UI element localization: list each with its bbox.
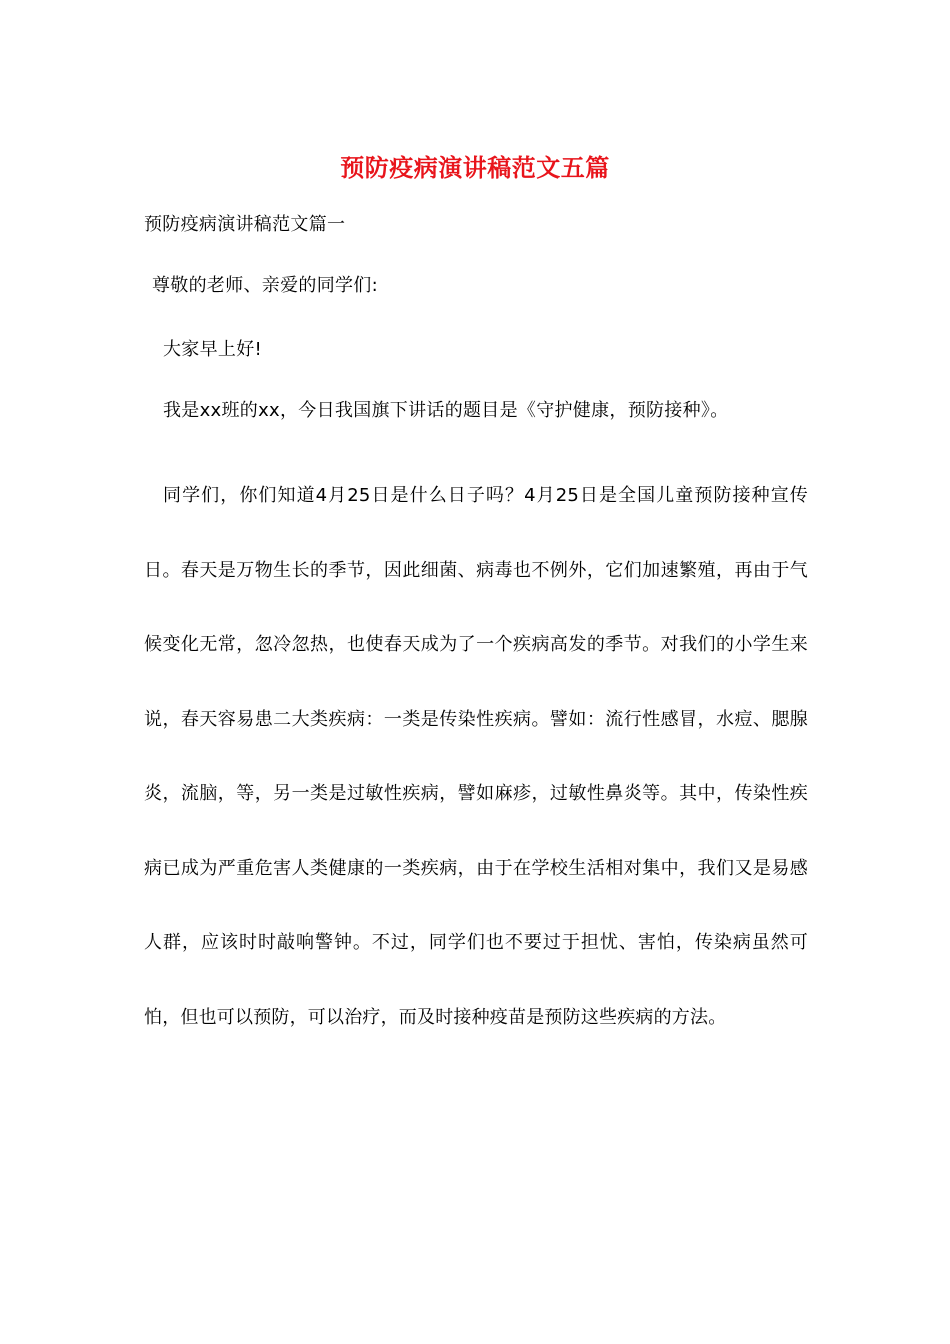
greeting: 大家早上好!	[163, 339, 263, 360]
intro-sentence: 我是xx班的xx，今日我国旗下讲话的题目是《守护健康，预防接种》。	[163, 400, 729, 421]
body-paragraph: 同学们，你们知道4月25日是什么日子吗？4月25日是全国儿童预防接种宣传日。春天是万物生长的季节，因此细菌、病毒也不例外，它们加速繁殖，再由于气候变化无常，忽冷忽热，也使春天成为了一个疾病高发的季节。对我们的小学生来说，春天容易患二大类疾病：一类是传染性疾病。譬如：流行性感冒，水痘、腮腺炎，流脑，等，另一类是过敏性疾病，譬如麻疹，过敏性鼻炎等。其中，传染性疾病已成为严重危害人类健康的一类疾病，由于在学校生活相对集中，我们又是易感人群，应该时时敲响警钟。不过，同学们也不要过于担忧、害怕，传染病虽然可怕，但也可以预防，可以治疗，而及时接种疫苗是预防这些疾病的方法。	[144, 485, 808, 1028]
section-heading: 预防疫病演讲稿范文篇一	[144, 214, 346, 235]
salutation: 尊敬的老师、亲爱的同学们:	[152, 275, 378, 296]
document-title: 预防疫病演讲稿范文五篇	[340, 153, 610, 182]
